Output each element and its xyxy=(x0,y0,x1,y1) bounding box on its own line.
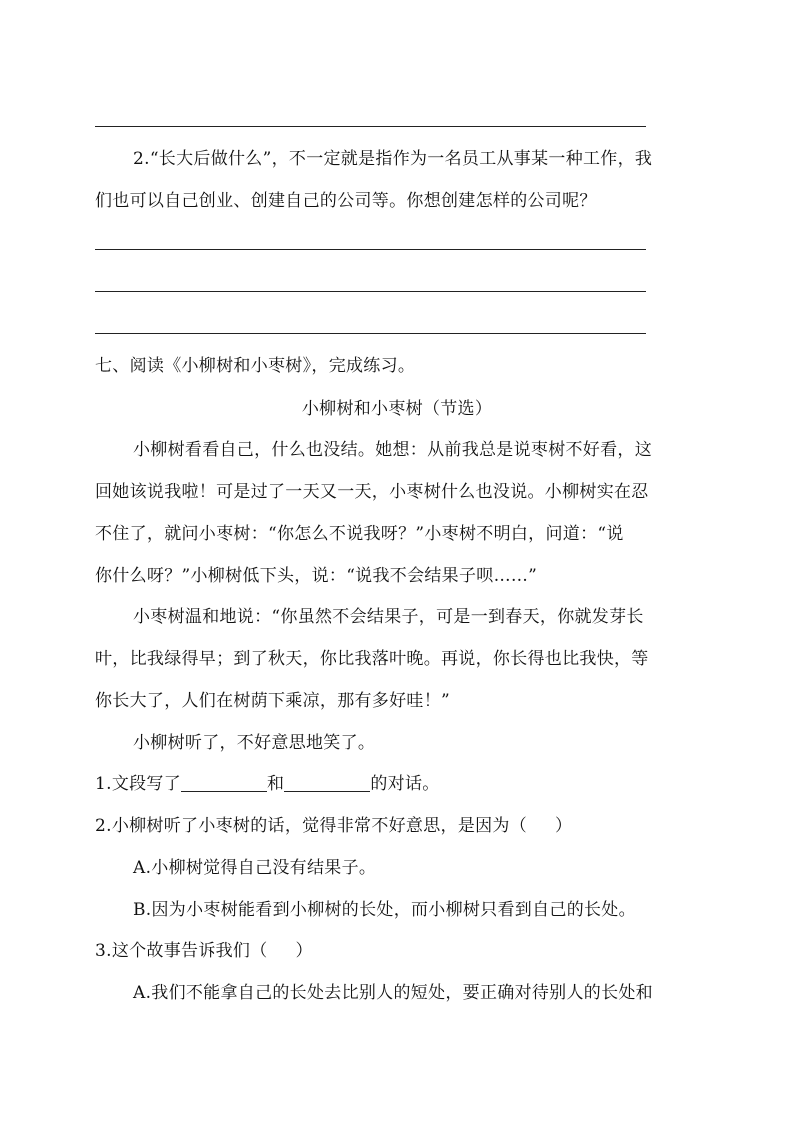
question-1-suffix: 的对话。 xyxy=(370,774,440,794)
question-1-mid: 和 xyxy=(267,774,285,794)
question-2-stem-close: ） xyxy=(555,816,573,836)
fill-blank[interactable] xyxy=(181,775,267,792)
answer-line[interactable] xyxy=(95,333,646,334)
passage-p1-line-2: 回她该说我啦！可是过了一天又一天，小枣树什么也没说。小柳树实在忍 xyxy=(95,482,649,502)
question-2-line-1: 2.“长大后做什么”，不一定就是指作为一名员工从事某一种工作，我 xyxy=(133,149,653,169)
question-3 xyxy=(95,940,313,962)
question-2-line-2: 们也可以自己创业、创建自己的公司等。你想创建怎样的公司呢？ xyxy=(95,191,597,211)
answer-line[interactable] xyxy=(95,291,646,292)
passage-title: 小柳树和小枣树（节选） xyxy=(301,399,493,419)
answer-line[interactable] xyxy=(95,126,646,127)
question-2 xyxy=(95,815,572,837)
passage-p2-line-1: 小枣树温和地说：“你虽然不会结果子，可是一到春天，你就发芽长 xyxy=(133,607,644,627)
question-2-option-a[interactable]: A.小柳树觉得自己没有结果子。 xyxy=(133,858,377,878)
passage-p1-line-1: 小柳树看看自己，什么也没结。她想：从前我总是说枣树不好看，这 xyxy=(133,440,652,460)
question-2-option-b[interactable]: B.因为小枣树能看到小柳树的长处，而小柳树只看到自己的长处。 xyxy=(133,900,636,920)
question-1 xyxy=(95,773,440,795)
passage-p1-line-4: 你什么呀？”小柳树低下头，说：“说我不会结果子呗……” xyxy=(95,566,538,586)
passage-p1-line-3: 不住了，就问小枣树：“你怎么不说我呀？”小枣树不明白，问道：“说 xyxy=(95,524,624,544)
question-3-stem-close: ） xyxy=(295,941,313,961)
answer-line[interactable] xyxy=(95,249,646,250)
passage-p2-line-3: 你长大了，人们在树荫下乘凉，那有多好哇！” xyxy=(95,691,450,711)
question-2-stem: 2.小柳树听了小枣树的话，觉得非常不好意思，是因为（ xyxy=(95,816,528,836)
passage-p3: 小柳树听了，不好意思地笑了。 xyxy=(133,733,376,753)
fill-blank[interactable] xyxy=(284,775,370,792)
question-3-stem: 3.这个故事告诉我们（ xyxy=(95,941,268,961)
passage-p2-line-2: 叶，比我绿得早；到了秋天，你比我落叶晚。再说，你长得也比我快，等 xyxy=(95,649,649,669)
question-3-option-a[interactable]: A.我们不能拿自己的长处去比别人的短处，要正确对待别人的长处和 xyxy=(133,983,653,1003)
question-1-prefix: 1.文段写了 xyxy=(95,774,182,794)
section-7-heading: 七、阅读《小柳树和小枣树》，完成练习。 xyxy=(95,356,416,376)
